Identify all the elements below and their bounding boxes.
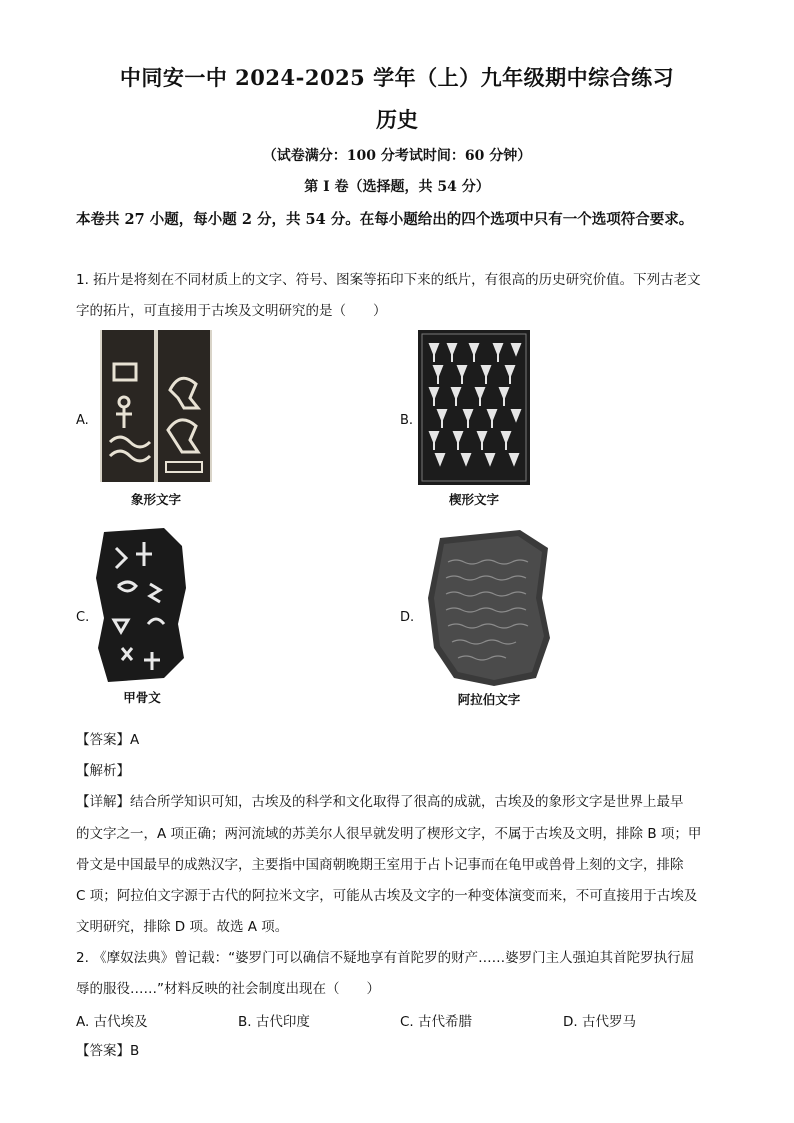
q2-stem-line-2: 辱的服役……”材料反映的社会制度出现在（ ） xyxy=(76,981,380,997)
q2-option-a: A. 古代埃及 xyxy=(76,1014,148,1030)
q1-stem-line-2: 字的拓片，可直接用于古埃及文明研究的是（ ） xyxy=(76,303,387,319)
q1-option-b-caption: 楔形文字 xyxy=(448,492,499,507)
score-info: （试卷满分：100 分考试时间：60 分钟） xyxy=(262,148,532,164)
q1-option-a-caption: 象形文字 xyxy=(130,492,181,507)
q1-option-c-letter: C. xyxy=(76,610,90,625)
q1-detail-line-1: 【详解】结合所学知识可知，古埃及的科学和文化取得了很高的成就，古埃及的象形文字是世界上最早 xyxy=(76,794,684,810)
q1-option-c-caption: 甲骨文 xyxy=(123,690,161,705)
q2-option-d: D. 古代罗马 xyxy=(563,1014,636,1030)
q1-option-d-letter: D. xyxy=(400,610,415,625)
exam-title: 中同安一中 2024-2025 学年（上）九年级期中综合练习 xyxy=(119,65,675,90)
q2-answer: 【答案】B xyxy=(76,1043,140,1059)
subject-title: 历史 xyxy=(376,107,418,132)
q1-detail-line-5: 文明研究，排除 D 项。故选 A 项。 xyxy=(76,919,289,935)
q1-option-b-letter: B. xyxy=(400,413,414,428)
q2-option-b: B. 古代印度 xyxy=(238,1014,310,1030)
q1-detail-line-4: C 项；阿拉伯文字源于古代的阿拉米文字，可能从古埃及文字的一种变体演变而来，不可直接用于古埃及 xyxy=(76,888,698,904)
q1-detail-line-2: 的文字之一，A 项正确；两河流域的苏美尔人很早就发明了楔形文字，不属于古埃及文明，排除 B 项；甲 xyxy=(76,826,702,842)
q1-option-d-caption: 阿拉伯文字 xyxy=(457,692,521,707)
q1-analysis-label: 【解析】 xyxy=(76,763,130,779)
oracle-bone-rubbing-image xyxy=(94,528,190,682)
q2-stem-line-1: 2. 《摩奴法典》曾记载：“婆罗门可以确信不疑地享有首陀罗的财产……婆罗门主人强迫其首陀罗执行屈 xyxy=(76,950,695,966)
q1-option-a-letter: A. xyxy=(76,413,89,428)
part-heading: 第 I 卷（选择题，共 54 分） xyxy=(304,179,490,195)
q2-option-c: C. 古代希腊 xyxy=(400,1014,473,1030)
q1-stem-line-1: 1. 拓片是将刻在不同材质上的文字、符号、图案等拓印下来的纸片，有很高的历史研究价值。下列古老文 xyxy=(76,272,701,288)
q1-detail-line-3: 骨文是中国最早的成熟汉字，主要指中国商朝晚期王室用于占卜记事而在龟甲或兽骨上刻的文字，排除 xyxy=(76,857,684,873)
cuneiform-rubbing-image xyxy=(418,330,530,485)
section-instructions: 本卷共 27 小题，每小题 2 分，共 54 分。在每小题给出的四个选项中只有一个选项符合要求。 xyxy=(76,211,694,228)
q1-answer: 【答案】A xyxy=(76,732,140,748)
hieroglyph-rubbing-image xyxy=(100,330,212,482)
arabic-script-rubbing-image xyxy=(424,528,554,688)
